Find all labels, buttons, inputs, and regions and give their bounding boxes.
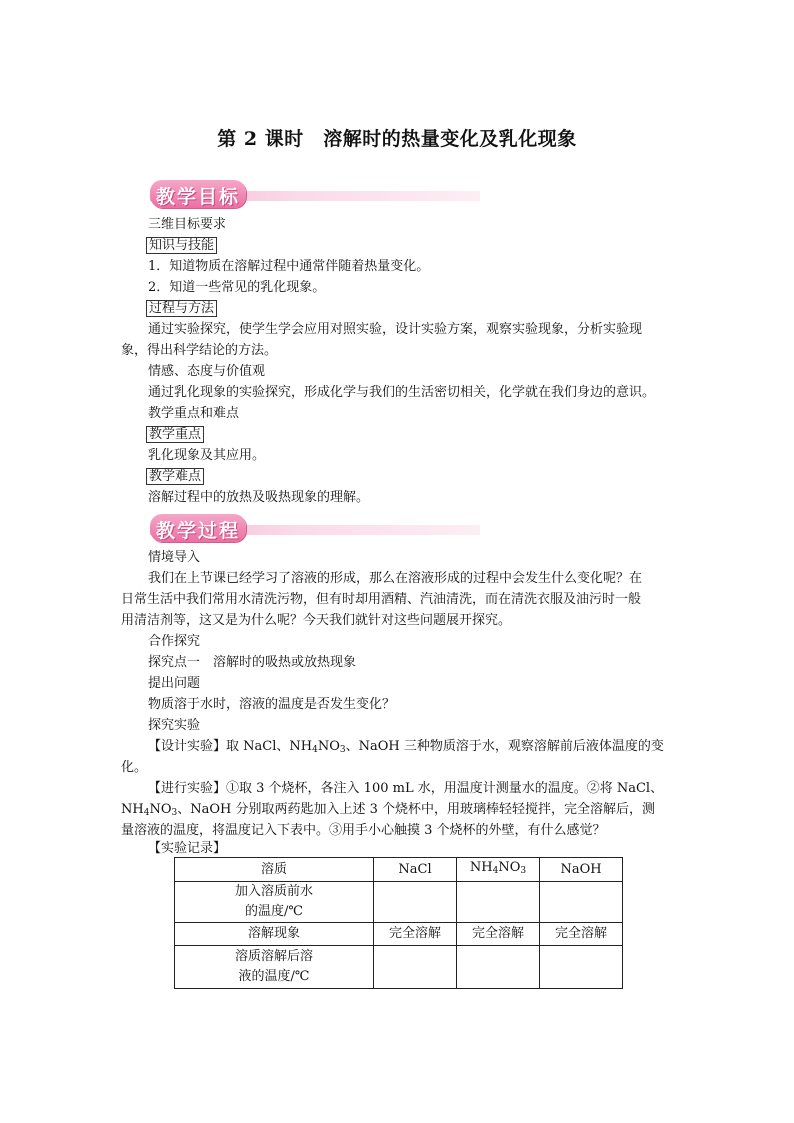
- ask-heading: 提出问题: [148, 676, 201, 691]
- difficult-label: 教学难点: [146, 468, 204, 485]
- table-row-label: 溶质溶解后溶 液的温度/℃: [175, 946, 374, 989]
- intro-text-2: 日常生活中我们常用水清洗污物，但有时却用酒精、汽油清洗，而在清洗衣服及油污时一般: [121, 592, 642, 607]
- emotion-text-1: 通过乳化现象的实验探究，形成化学与我们的生活密切相关，化学就在我们身边的意识。: [148, 385, 656, 400]
- section-banner-process: [150, 514, 480, 542]
- table-cell: [374, 882, 457, 923]
- banner-pill: [150, 180, 246, 208]
- knowledge-label: 知识与技能: [146, 237, 217, 254]
- table-cell: 完全溶解: [374, 923, 457, 946]
- ask-text: 物质溶于水时，溶液的温度是否发生变化？: [148, 697, 396, 712]
- knowledge-item-2: 2．知道一些常见的乳化现象。: [148, 280, 326, 295]
- intro-heading: 情境导入: [148, 550, 201, 565]
- table-header-cell: NaCl: [374, 858, 457, 882]
- table-header-cell: 溶质: [175, 858, 374, 882]
- knowledge-item-1: 1．知道物质在溶解过程中通常伴随着热量变化。: [148, 259, 430, 274]
- table-header-cell: $NH_4NO_3$: [457, 858, 540, 882]
- experiment-record-table: [174, 857, 623, 989]
- design-label: 【设计实验】: [148, 739, 227, 754]
- key-label: 教学重点: [146, 426, 204, 443]
- table-cell: [540, 946, 623, 989]
- table-cell: [540, 882, 623, 923]
- table-header-cell: NaOH: [540, 858, 623, 882]
- table-cell: 完全溶解: [540, 923, 623, 946]
- table-row: [175, 882, 623, 923]
- point-1-heading: 探究点一 溶解时的吸热或放热现象: [148, 655, 357, 670]
- page-title: 第 2 课时 溶解时的热量变化及乳化现象: [217, 128, 577, 150]
- banner-label: 教学过程: [155, 520, 240, 542]
- intro-text-3: 用清洁剂等，这又是为什么呢？今天我们就针对这些问题展开探究。: [121, 613, 512, 628]
- process-label: 过程与方法: [146, 300, 217, 317]
- section-banner-goals: [150, 180, 480, 208]
- keypoints-heading: 教学重点和难点: [148, 406, 240, 421]
- table-cell: 完全溶解: [457, 923, 540, 946]
- table-cell: [457, 882, 540, 923]
- table-row: [175, 946, 623, 989]
- table-row-label: 加入溶质前水 的温度/℃: [175, 882, 374, 923]
- coop-heading: 合作探究: [148, 634, 201, 649]
- goals-heading: 三维目标要求: [148, 217, 227, 232]
- design-text-2: 化。: [121, 760, 148, 775]
- table-cell: [457, 946, 540, 989]
- run-text-2: $NH_4NO_3$、NaOH 分别取两药匙加入上述 3 个烧杯中，用玻璃棒轻轻搅拌，完全溶解后，测: [121, 802, 656, 818]
- exp-heading: 探究实验: [148, 718, 201, 733]
- table-row: [175, 923, 623, 946]
- intro-text-1: 我们在上节课已经学习了溶液的形成，那么在溶液形成的过程中会发生什么变化呢？在: [148, 571, 643, 586]
- table-row-label: 溶解现象: [175, 923, 374, 946]
- banner-label: 教学目标: [155, 186, 240, 208]
- run-text-3: 量溶液的温度，将温度记入下表中。③用手小心触摸 3 个烧杯的外壁，有什么感觉？: [121, 823, 606, 838]
- banner-pill: [150, 514, 246, 542]
- difficult-text: 溶解过程中的放热及吸热现象的理解。: [148, 490, 370, 505]
- table-row: [175, 858, 623, 882]
- emotion-label: 情感、态度与价值观: [148, 364, 266, 379]
- process-text-2: 象，得出科学结论的方法。: [121, 343, 278, 358]
- run-label: 【进行实验】: [148, 781, 227, 796]
- table-cell: [374, 946, 457, 989]
- process-text-1: 通过实验探究，使学生学会应用对照实验，设计实验方案，观察实验现象，分析实验现: [148, 322, 643, 337]
- run-text-1: 【进行实验】①取 3 个烧杯，各注入 100 mL 水，用温度计测量水的温度。②将 NaCl、: [148, 781, 664, 796]
- design-text-1: 【设计实验】取 NaCl、$NH_4NO_3$、NaOH 三种物质溶于水，观察溶解前后液体温度的变: [148, 739, 664, 755]
- record-label: 【实验记录】: [148, 841, 227, 856]
- key-text: 乳化现象及其应用。: [148, 448, 266, 463]
